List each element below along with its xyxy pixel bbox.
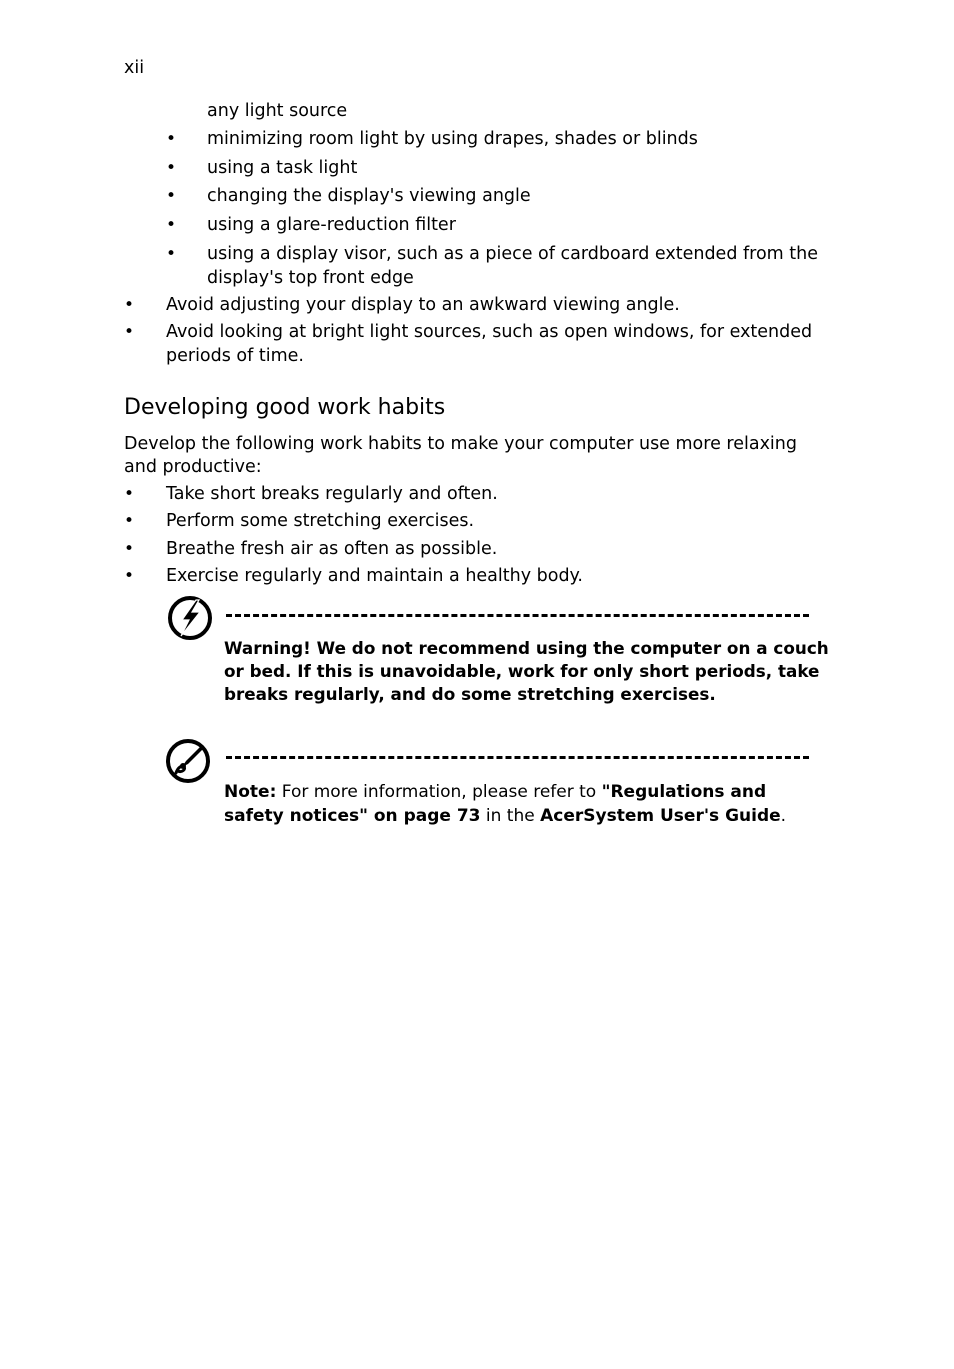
list-item: Take short breaks regularly and often. xyxy=(166,484,498,504)
note-pen-icon xyxy=(164,737,212,785)
note-text-line1 xyxy=(224,780,766,804)
section-intro-continuation: and productive: xyxy=(124,457,262,477)
note-guide-title: AcerSystem User's Guide xyxy=(540,806,781,826)
sub-list-item: minimizing room light by using drapes, shades or blinds xyxy=(207,129,698,149)
bullet: • xyxy=(124,566,135,586)
bullet: • xyxy=(166,244,177,264)
section-intro: Develop the following work habits to make your computer use more relaxing xyxy=(124,434,797,454)
list-item: Breathe fresh air as often as possible. xyxy=(166,539,498,559)
warning-text: Warning! We do not recommend using the computer on a couch xyxy=(224,638,829,658)
list-item: Perform some stretching exercises. xyxy=(166,511,475,531)
bullet: • xyxy=(124,511,135,531)
bullet: • xyxy=(166,186,177,206)
note-reference: "Regulations and xyxy=(601,782,767,802)
sub-list-item: using a task light xyxy=(207,158,358,178)
bullet: • xyxy=(124,295,135,315)
bullet: • xyxy=(166,129,177,149)
bullet: • xyxy=(124,484,135,504)
note-label: Note: xyxy=(224,782,277,802)
list-item: Avoid looking at bright light sources, such as open windows, for extended xyxy=(166,322,813,342)
bullet: • xyxy=(124,322,135,342)
sub-list-item: using a glare-reduction filter xyxy=(207,215,456,235)
bullet: • xyxy=(166,215,177,235)
note-divider xyxy=(226,756,809,759)
sub-list-item: using a display visor, such as a piece of cardboard extended from the xyxy=(207,244,819,264)
bullet: • xyxy=(124,539,135,559)
bullet: • xyxy=(166,158,177,178)
list-item: Exercise regularly and maintain a healthy body. xyxy=(166,566,583,586)
page-number: xii xyxy=(124,58,145,78)
note-reference-continuation: safety notices" on page 73 xyxy=(224,806,481,826)
note-text: For more information, please refer to xyxy=(276,782,602,802)
lightning-bolt-icon xyxy=(166,594,214,642)
list-item: Avoid adjusting your display to an awkward viewing angle. xyxy=(166,295,680,315)
sub-list-item-continuation: display's top front edge xyxy=(207,268,414,288)
note-text-end: . xyxy=(780,806,787,826)
note-text-line2 xyxy=(224,804,786,828)
warning-divider xyxy=(226,614,809,617)
note-text: in the xyxy=(480,806,541,826)
list-item-continuation: any light source xyxy=(207,101,348,121)
warning-text: breaks regularly, and do some stretching exercises. xyxy=(224,684,716,704)
list-item-continuation: periods of time. xyxy=(166,346,304,366)
section-heading: Developing good work habits xyxy=(124,395,446,420)
warning-text: or bed. If this is unavoidable, work for only short periods, take xyxy=(224,661,820,681)
sub-list-item: changing the display's viewing angle xyxy=(207,186,531,206)
